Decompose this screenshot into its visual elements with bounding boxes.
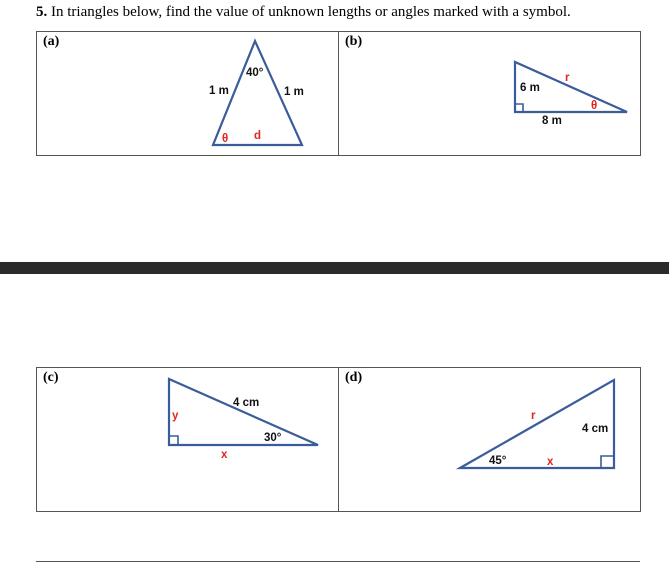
- bottom-row-grid: [36, 367, 641, 512]
- top-row-grid: [36, 31, 641, 156]
- angle-label: 30°: [264, 432, 282, 444]
- triangle-d-figure: [339, 368, 641, 511]
- base-label: 8 m: [542, 115, 562, 127]
- question-text: In triangles below, find the value of unknown lengths or angles marked with a symbol.: [51, 4, 571, 20]
- panel-a: [37, 32, 338, 155]
- right-angle-marker-d: [601, 456, 614, 468]
- angle-label: θ: [591, 100, 598, 112]
- right-angle-marker-c: [169, 436, 178, 445]
- panel-c: [37, 368, 338, 511]
- vertical-side-label: y: [172, 410, 179, 422]
- panel-d: [338, 368, 640, 511]
- right-side-label: 1 m: [284, 86, 304, 98]
- panel-b-label: (b): [345, 34, 363, 49]
- triangle-c: [169, 379, 318, 445]
- right-angle-marker-b: [515, 104, 523, 112]
- panel-c-label: (c): [43, 370, 59, 385]
- panel-a-label: (a): [43, 34, 60, 49]
- bottom-rule: [36, 561, 640, 562]
- hypotenuse-label: 4 cm: [233, 397, 260, 409]
- base-angle-label: θ: [222, 133, 229, 145]
- base-label: x: [221, 449, 228, 461]
- triangle-c-figure: [37, 368, 337, 511]
- question-prompt: [36, 4, 571, 21]
- triangle-b-figure: [339, 32, 641, 155]
- vertical-side-label: 6 m: [520, 82, 540, 94]
- hypotenuse-label: r: [565, 72, 570, 84]
- vertical-side-label: 4 cm: [582, 423, 609, 435]
- question-number: 5.: [36, 4, 48, 20]
- apex-angle-label: 40°: [246, 67, 264, 79]
- hypotenuse-label: r: [531, 410, 536, 422]
- base-label: x: [547, 456, 554, 468]
- angle-label: 45°: [489, 455, 507, 467]
- panel-d-label: (d): [345, 370, 363, 385]
- section-divider-bar: [0, 262, 669, 274]
- left-side-label: 1 m: [209, 85, 229, 97]
- panel-b: [338, 32, 640, 155]
- triangle-a-figure: [37, 32, 337, 155]
- base-label: d: [254, 130, 262, 142]
